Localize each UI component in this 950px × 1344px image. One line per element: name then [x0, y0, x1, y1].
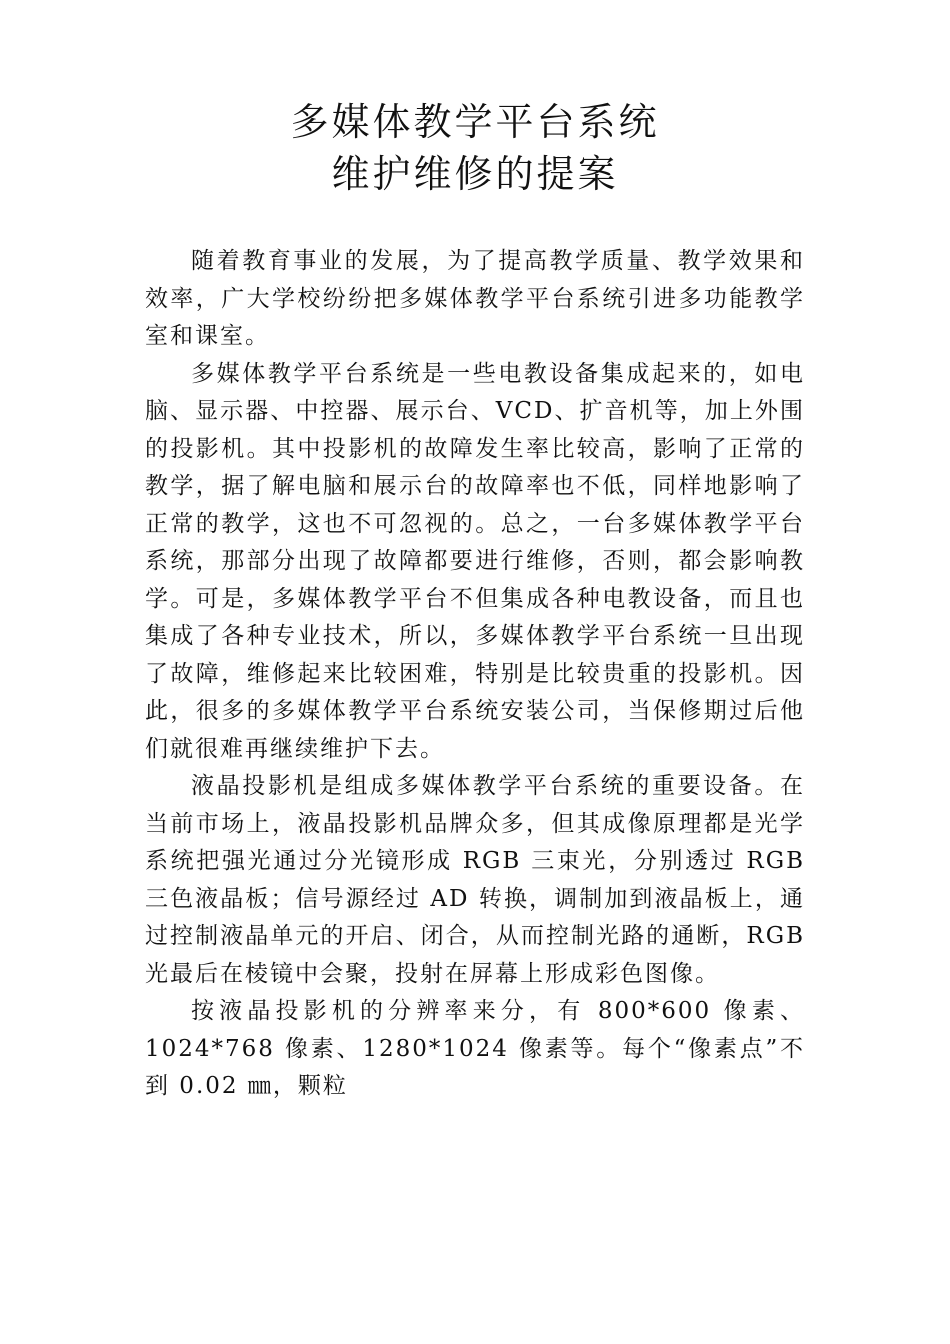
paragraph-resolution: 按液晶投影机的分辨率来分，有 800*600 像素、1024*768 像素、1280*1024 像素等。每个“像素点”不到 0.02 ㎜，颗粒: [145, 998, 805, 1099]
title-line-1: 多媒体教学平台系统: [290, 100, 660, 144]
paragraph-system-maintenance: 多媒体教学平台系统是一些电教设备集成起来的，如电脑、显示器、中控器、展示台、VCD、扩音机等，加上外围的投影机。其中投影机的故障发生率比较高，影响了正常的教学，据了解电脑和展示台的故障率也不低，同样地影响了正常的教学，这也不可忽视的。总之，一台多媒体教学平台系统，那部分出现了故障都要进行维修，否则，都会影响教学。可是，多媒体教学平台不但集成各种电教设备，而且也集成了各种专业技术，所以，多媒体教学平台系统一旦出现了故障，维修起来比较困难，特别是比较贵重的投影机。因此，很多的多媒体教学平台系统安装公司，当保修期过后他们就很难再继续维护下去。: [145, 360, 805, 762]
document-title: [0, 96, 950, 200]
paragraph-intro: 随着教育事业的发展，为了提高教学质量、教学效果和效率，广大学校纷纷把多媒体教学平台系统引进多功能教学室和课室。: [145, 248, 805, 349]
document-body: [145, 243, 805, 1106]
paragraph-lcd-projector: 液晶投影机是组成多媒体教学平台系统的重要设备。在当前市场上，液晶投影机品牌众多，但其成像原理都是光学系统把强光通过分光镜形成 RGB 三束光，分别透过 RGB 三色液晶板；信号源经过 AD 转换，调制加到液晶板上，通过控制液晶单元的开启、闭合，从而控制光路的通断，RGB 光最后在棱镜中会聚，投射在屏幕上形成彩色图像。: [145, 773, 805, 987]
title-line-2: 维护维修的提案: [331, 152, 619, 196]
